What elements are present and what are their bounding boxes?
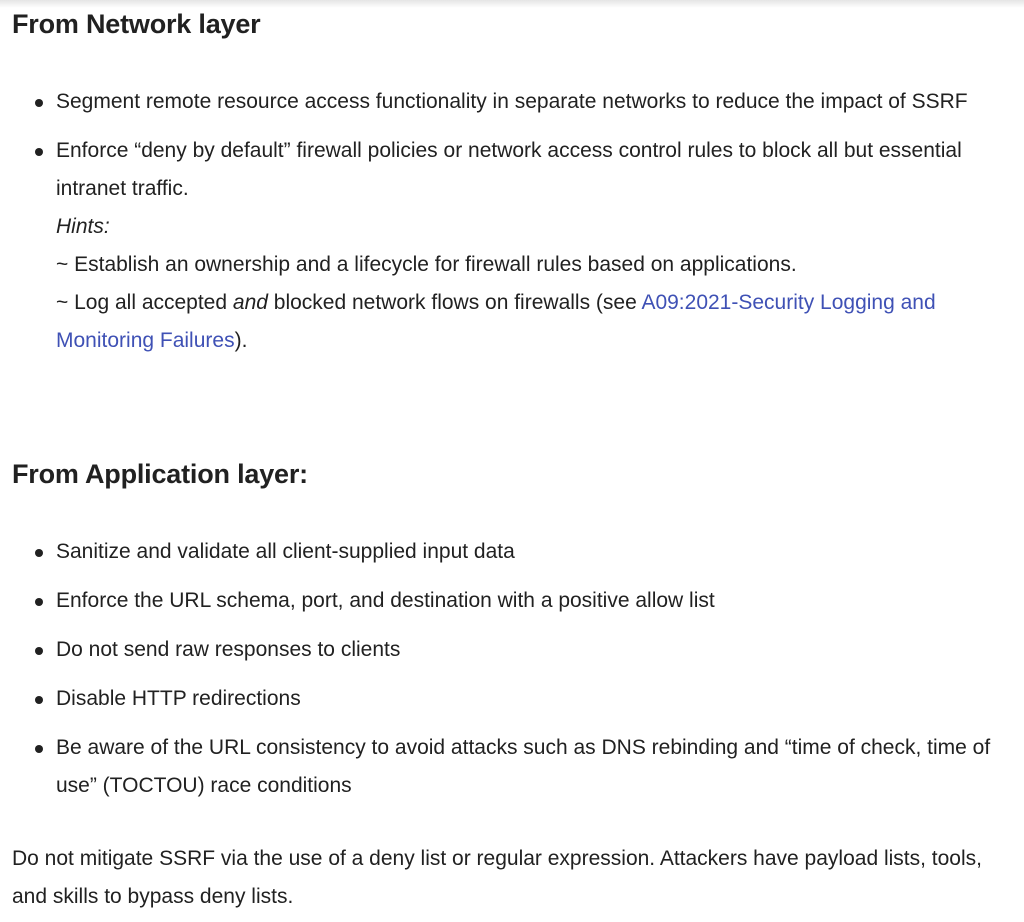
a09-security-logging-link[interactable]: A09:2021-Security Logging and Monitoring Failures <box>56 291 936 352</box>
list-item-text: Be aware of the URL consistency to avoid attacks such as DNS rebinding and “time of check, time of use” (TOCTOU) race conditions <box>56 736 991 797</box>
hint-text: ~ Log all accepted <box>56 291 233 314</box>
heading-network-layer: From Network layer <box>12 9 261 39</box>
list-item-text: Do not send raw responses to clients <box>56 638 401 661</box>
hint-emphasis: and <box>232 291 268 314</box>
hint-text: blocked network flows on firewalls (see <box>267 291 642 314</box>
list-item-text: Enforce “deny by default” firewall policies or network access control rules to block all but essential intranet traffic. <box>56 139 962 200</box>
application-layer-list <box>12 533 1017 816</box>
top-shadow <box>0 0 1024 8</box>
list-item <box>12 132 1017 360</box>
hints-label: Hints: <box>56 215 110 238</box>
hint-text: ). <box>234 329 248 352</box>
list-item-text: Disable HTTP redirections <box>56 687 301 710</box>
list-item <box>12 582 1017 620</box>
closing-paragraph: Do not mitigate SSRF via the use of a deny list or regular expression. Attackers have payload lists, tools, and skills to bypass deny lists. <box>12 847 982 908</box>
list-item-text: Enforce the URL schema, port, and destination with a positive allow list <box>56 589 715 612</box>
list-item <box>12 680 1017 718</box>
hint-log-network-flows <box>56 284 1017 360</box>
network-layer-list <box>12 83 1017 360</box>
hint-ownership-lifecycle: ~ Establish an ownership and a lifecycle for firewall rules based on applications. <box>56 253 797 276</box>
list-item <box>12 533 1017 571</box>
list-item-text: Segment remote resource access functionality in separate networks to reduce the impact of SSRF <box>56 90 968 113</box>
heading-application-layer: From Application layer: <box>12 459 308 489</box>
list-item <box>12 83 1017 121</box>
list-item <box>12 631 1017 669</box>
list-item-text: Sanitize and validate all client-supplied input data <box>56 540 515 563</box>
list-item <box>12 729 1017 805</box>
